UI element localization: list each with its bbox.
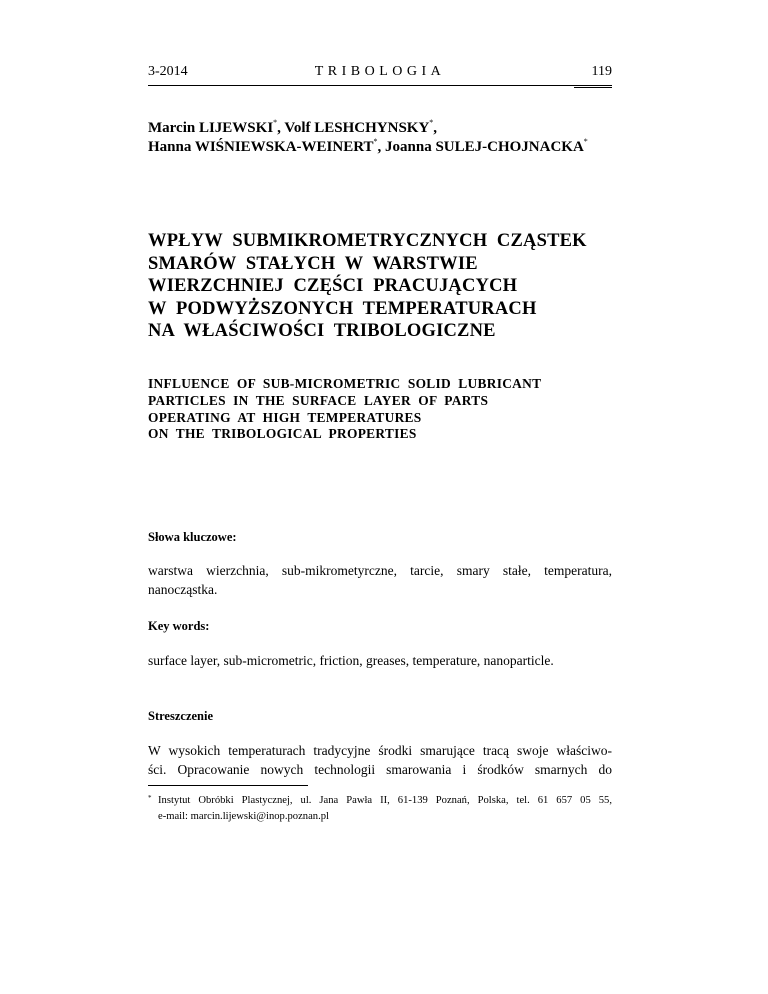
keywords-en-text [148,651,612,670]
issue-label: 3-2014 [148,64,188,79]
footnote-line: Instytut Obróbki Plastycznej, ul. Jana Pawła II, 61-139 Poznań, Polska, tel. 61 657 05 55, [158,795,612,806]
text-line: nanocząstka. [148,582,218,597]
affiliation-mark: * [373,137,378,146]
title-line: WIERZCHNIEJ CZĘŚCI PRACUJĄCYCH [148,276,518,296]
keywords-en-heading: Key words: [148,619,210,633]
author-line-1 [148,119,618,138]
footnote-rule [148,785,308,786]
author-list [148,119,618,157]
title-line: ON THE TRIBOLOGICAL PROPERTIES [148,426,417,442]
affiliation-mark: * [429,118,434,127]
title-line: INFLUENCE OF SUB-MICROMETRIC SOLID LUBRICANT [148,376,542,391]
title-line: OPERATING AT HIGH TEMPERATURES [148,409,422,425]
affiliation-mark: * [583,137,588,146]
author-name: Joanna SULEJ-CHOJNACKA [385,139,584,155]
title-polish [148,230,618,343]
page-number: 119 [591,64,612,79]
abstract-text [148,741,612,779]
title-line: W PODWYŻSZONYCH TEMPERATURACH [148,298,537,319]
title-line: NA WŁAŚCIWOŚCI TRIBOLOGICZNE [148,321,496,341]
footnote [148,793,612,825]
author-separator: , [433,120,438,136]
journal-name: TRIBOLOGIA [314,64,446,79]
title-line: SMARÓW STAŁYCH W WARSTWIE [148,253,478,274]
affiliation-mark: * [273,118,278,127]
header-rule-accent [574,87,612,88]
author-name: Marcin LIJEWSKI [148,120,274,136]
title-english [148,376,618,443]
keywords-pl-heading: Słowa kluczowe: [148,530,237,544]
title-line: WPŁYW SUBMIKROMETRYCZNYCH CZĄSTEK [148,231,587,251]
author-separator: , [277,120,285,136]
abstract-heading: Streszczenie [148,709,214,723]
text-line: ści. Opracowanie nowych technologii smarowania i środków smarnych do [148,762,612,777]
keywords-pl-text [148,561,612,599]
text-line: W wysokich temperaturach tradycyjne środki smarujące tracą swoje właściwo- [148,743,612,758]
footnote-mark: * [148,794,152,802]
author-name: Volf LESHCHYNSKY [284,120,430,136]
author-line-2 [148,138,618,157]
text-line: warstwa wierzchnia, sub-mikrometyrczne, tarcie, smary stałe, temperatura, [148,563,612,578]
header-rule [148,85,612,86]
footnote-line: e-mail: marcin.lijewski@inop.poznan.pl [158,811,329,822]
title-line: PARTICLES IN THE SURFACE LAYER OF PARTS [148,392,489,408]
author-name: Hanna WIŚNIEWSKA-WEINERT [148,139,374,155]
author-separator: , [377,139,386,155]
text-line: surface layer, sub-micrometric, friction, greases, temperature, nanoparticle. [148,653,554,668]
